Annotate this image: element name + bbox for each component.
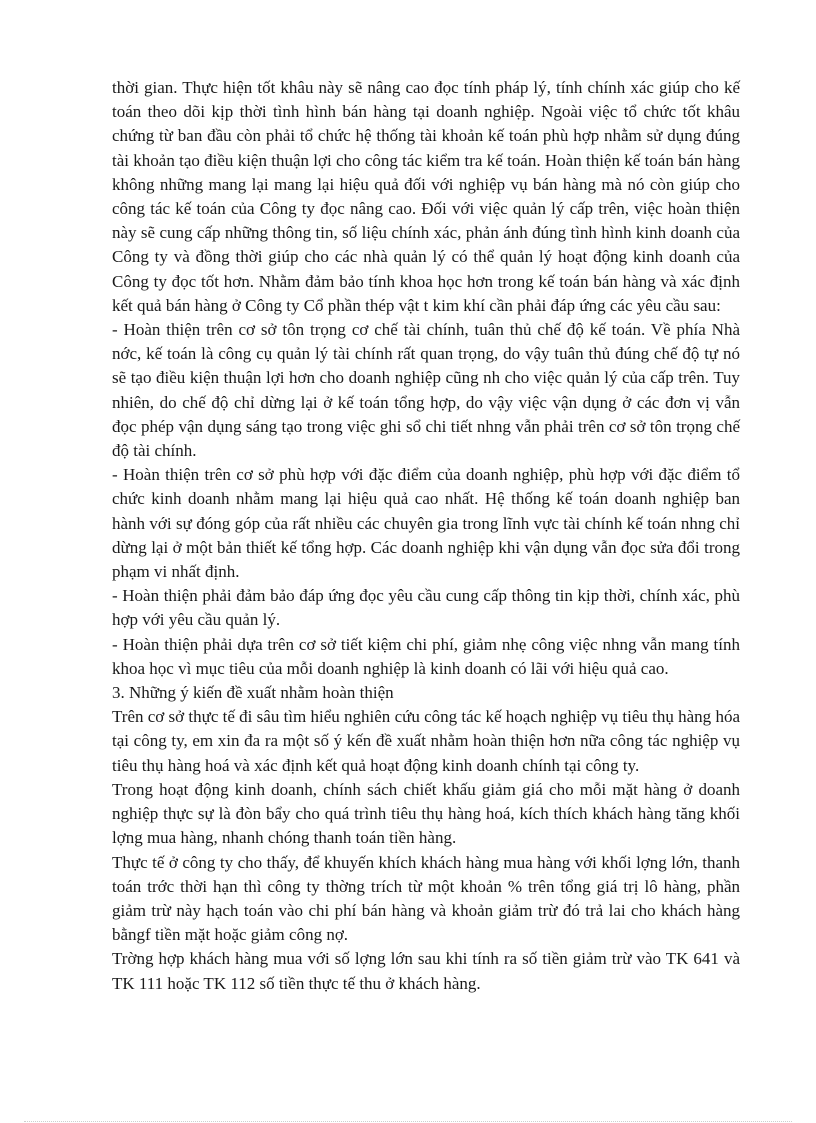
paragraph: Thực tế ở công ty cho thấy, để khuyến khích khách hàng mua hàng với khối lợng lớn, thanh toán trớc thời hạn thì công ty thờng trích từ một khoản % trên tổng giá trị lô hàng, phần giảm trừ này hạch toán vào chi phí bán hàng và khoản giảm trừ đó trả lai cho khách hàng bằngf tiền mặt hoặc giảm công nợ. bbox=[112, 852, 740, 945]
paragraph: - Hoàn thiện phải dựa trên cơ sở tiết kiệm chi phí, giảm nhẹ công việc nhng vẫn mang tính khoa học vì mục tiêu của mỗi doanh nghiệp là kinh doanh có lãi với hiệu quả cao. bbox=[112, 634, 740, 678]
section-heading: 3. Những ý kiến đề xuất nhằm hoàn thiện bbox=[112, 683, 394, 703]
document-page bbox=[112, 76, 740, 996]
paragraph: - Hoàn thiện trên cơ sở phù hợp với đặc điểm của doanh nghiệp, phù hợp với đặc điểm tổ chức kinh doanh nhằm mang lại hiệu quả cao nhất. Hệ thống kế toán doanh nghiệp ban hành với sự đóng góp của rất nhiều các chuyên gia trong lĩnh vực tài chính kế toán nhng chỉ dừng lại ở một bản thiết kế tổng hợp. Các doanh nghiệp khi vận dụng vẫn đọc sửa đổi trong phạm vi nhất định. bbox=[112, 465, 740, 582]
page-bottom-divider bbox=[24, 1121, 792, 1122]
paragraph: Trên cơ sở thực tế đi sâu tìm hiểu nghiên cứu công tác kế hoạch nghiệp vụ tiêu thụ hàng hóa tại công ty, em xin đa ra một số ý kến đề xuất nhằm hoàn thiện hơn nữa công tác nghiệp vụ tiêu thụ hàng hoá và xác định kết quả hoạt động kinh doanh chính tại công ty. bbox=[112, 707, 740, 775]
paragraph: thời gian. Thực hiện tốt khâu này sẽ nâng cao đọc tính pháp lý, tính chính xác giúp cho kế toán theo dõi kịp thời tình hình bán hàng tại doanh nghiệp. Ngoài việc tổ chức tốt khâu chứng từ ban đầu còn phải tổ chức hệ thống tài khoản kế toán phù hợp nhằm sử dụng đúng tài khoản tạo điều kiện thuận lợi cho công tác kiểm tra kế toán. Hoàn thiện kế toán bán hàng không những mang lại mang lại hiệu quả đối với nghiệp vụ bán hàng mà nó còn giúp cho công tác kế toán của Công ty đọc nâng cao. Đối với việc quản lý cấp trên, việc hoàn thiện này sẽ cung cấp những thông tin, số liệu chính xác, phản ánh đúng tình hình kinh doanh của Công ty và đồng thời giúp cho các nhà quản lý có thể quản lý hoạt động kinh doanh của Công ty đọc tốt hơn. Nhằm đảm bảo tính khoa học hơn trong kế toán bán hàng và xác định kết quả bán hàng ở Công ty Cổ phần thép vật t kim khí cần phải đáp ứng các yêu cầu sau: bbox=[112, 78, 740, 315]
paragraph: - Hoàn thiện phải đảm bảo đáp ứng đọc yêu cầu cung cấp thông tin kịp thời, chính xác, phù hợp với yêu cầu quản lý. bbox=[112, 586, 740, 630]
paragraph: Trờng hợp khách hàng mua với số lợng lớn sau khi tính ra số tiền giảm trừ vào TK 641 và TK 111 hoặc TK 112 số tiền thực tế thu ở khách hàng. bbox=[112, 949, 740, 993]
paragraph: - Hoàn thiện trên cơ sở tôn trọng cơ chế tài chính, tuân thủ chế độ kế toán. Về phía Nhà nớc, kế toán là công cụ quản lý tài chính rất quan trọng, do vậy tuân thủ đúng chế độ tự nó sẽ tạo điều kiện thuận lợi hơn cho doanh nghiệp cũng nh cho việc quản lý của cấp trên. Tuy nhiên, do chế độ chỉ dừng lại ở kế toán tổng hợp, do vậy việc vận dụng ở các đơn vị vẫn đọc phép vận dụng sáng tạo trong việc ghi sổ chi tiết nhng vẫn phải trên cơ sở tôn trọng chế độ tài chính. bbox=[112, 320, 740, 461]
paragraph: Trong hoạt động kinh doanh, chính sách chiết khấu giảm giá cho mỗi mặt hàng ở doanh nghiệp thực sự là đòn bẩy cho quá trình tiêu thụ hàng hoá, kích thích khách hàng tăng khối lợng mua hàng, nhanh chóng thanh toán tiền hàng. bbox=[112, 779, 740, 848]
